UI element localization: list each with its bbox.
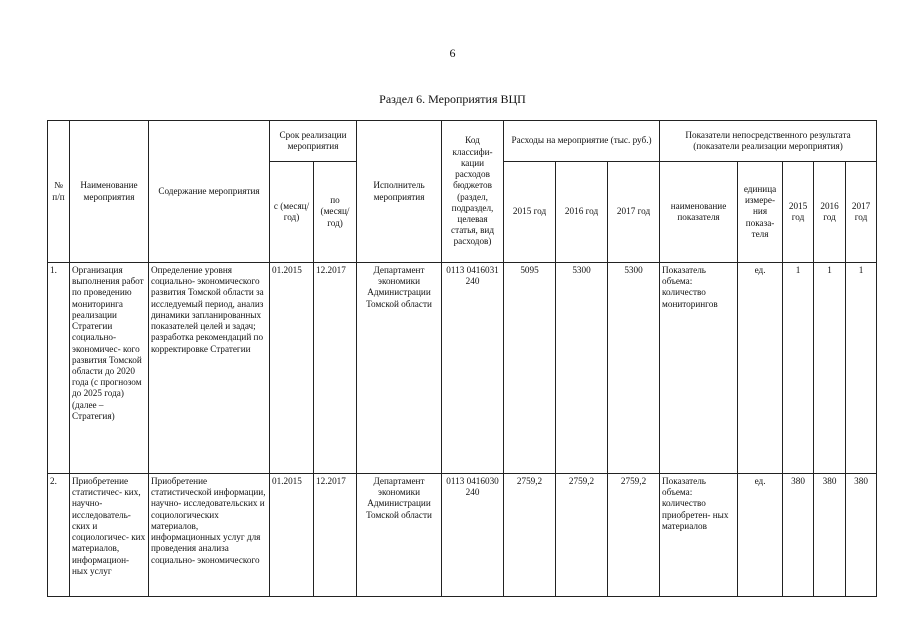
header-expenses: Расходы на мероприятие (тыс. руб.)	[504, 121, 660, 162]
row-content: Определение уровня социально- экономического развития Томской области за исследуемый период, анализ динамики запланированных показателей целей и задач; разработка рекомендаций по корректировке Стратегии	[149, 263, 270, 474]
row-ind-name: Показатель объема: количество приобретен- ных материалов	[660, 474, 738, 597]
row-ind-2017: 1	[846, 263, 877, 474]
row-code: 0113 0416031 240	[442, 263, 504, 474]
row-ind-2017: 380	[846, 474, 877, 597]
row-executor: Департамент экономики Администрации Томской области	[357, 263, 442, 474]
header-ind-unit: единица измере- ния показа- теля	[738, 162, 783, 263]
header-num: № п/п	[48, 121, 70, 263]
table-row	[48, 474, 877, 597]
row-exp-2017: 2759,2	[608, 474, 660, 597]
row-to: 12.2017	[314, 474, 357, 597]
header-indicators: Показатели непосредственного результата (показатели реализации мероприятия)	[660, 121, 877, 162]
header-term-to: по (месяц/ год)	[314, 162, 357, 263]
header-code: Код классифи- кации расходов бюджетов (раздел, подраздел, целевая статья, вид расходов)	[442, 121, 504, 263]
row-num: 1.	[48, 263, 70, 474]
row-executor: Департамент экономики Администрации Томской области	[357, 474, 442, 597]
header-exp-2017: 2017 год	[608, 162, 660, 263]
row-ind-2015: 1	[783, 263, 814, 474]
row-num: 2.	[48, 474, 70, 597]
row-content: Приобретение статистической информации, научно- исследовательских и социологических материалов, информационных услуг для проведения анализа социально- экономического	[149, 474, 270, 597]
row-ind-unit: ед.	[738, 474, 783, 597]
row-from: 01.2015	[270, 263, 314, 474]
row-exp-2016: 2759,2	[556, 474, 608, 597]
header-exp-2015: 2015 год	[504, 162, 556, 263]
row-name: Организация выполнения работ по проведению мониторинга реализации Стратегии социально- экономичес- кого развития Томской области до 2020 года (с прогнозом до 2025 года) (далее – Стратегия)	[70, 263, 149, 474]
measures-table	[47, 120, 877, 597]
header-executor: Исполнитель мероприятия	[357, 121, 442, 263]
row-ind-unit: ед.	[738, 263, 783, 474]
row-exp-2015: 5095	[504, 263, 556, 474]
header-content: Содержание мероприятия	[149, 121, 270, 263]
row-exp-2015: 2759,2	[504, 474, 556, 597]
row-ind-name: Показатель объема: количество мониторингов	[660, 263, 738, 474]
row-exp-2016: 5300	[556, 263, 608, 474]
header-ind-2017: 2017 год	[846, 162, 877, 263]
header-ind-2015: 2015 год	[783, 162, 814, 263]
section-title: Раздел 6. Мероприятия ВЦП	[379, 92, 526, 106]
page-number: 6	[449, 46, 456, 60]
row-ind-2016: 1	[814, 263, 846, 474]
row-ind-2015: 380	[783, 474, 814, 597]
header-ind-2016: 2016 год	[814, 162, 846, 263]
header-exp-2016: 2016 год	[556, 162, 608, 263]
header-term: Срок реализации мероприятия	[270, 121, 357, 162]
table-header-row	[48, 121, 877, 162]
row-code: 0113 0416030 240	[442, 474, 504, 597]
table-row	[48, 263, 877, 474]
row-exp-2017: 5300	[608, 263, 660, 474]
row-name: Приобретение статистичес- ких, научно- исследователь- ских и социологичес- ких материалов, информацион- ных услуг	[70, 474, 149, 597]
header-term-from: с (месяц/ год)	[270, 162, 314, 263]
row-ind-2016: 380	[814, 474, 846, 597]
header-name: Наименование мероприятия	[70, 121, 149, 263]
row-from: 01.2015	[270, 474, 314, 597]
header-ind-name: наименование показателя	[660, 162, 738, 263]
row-to: 12.2017	[314, 263, 357, 474]
